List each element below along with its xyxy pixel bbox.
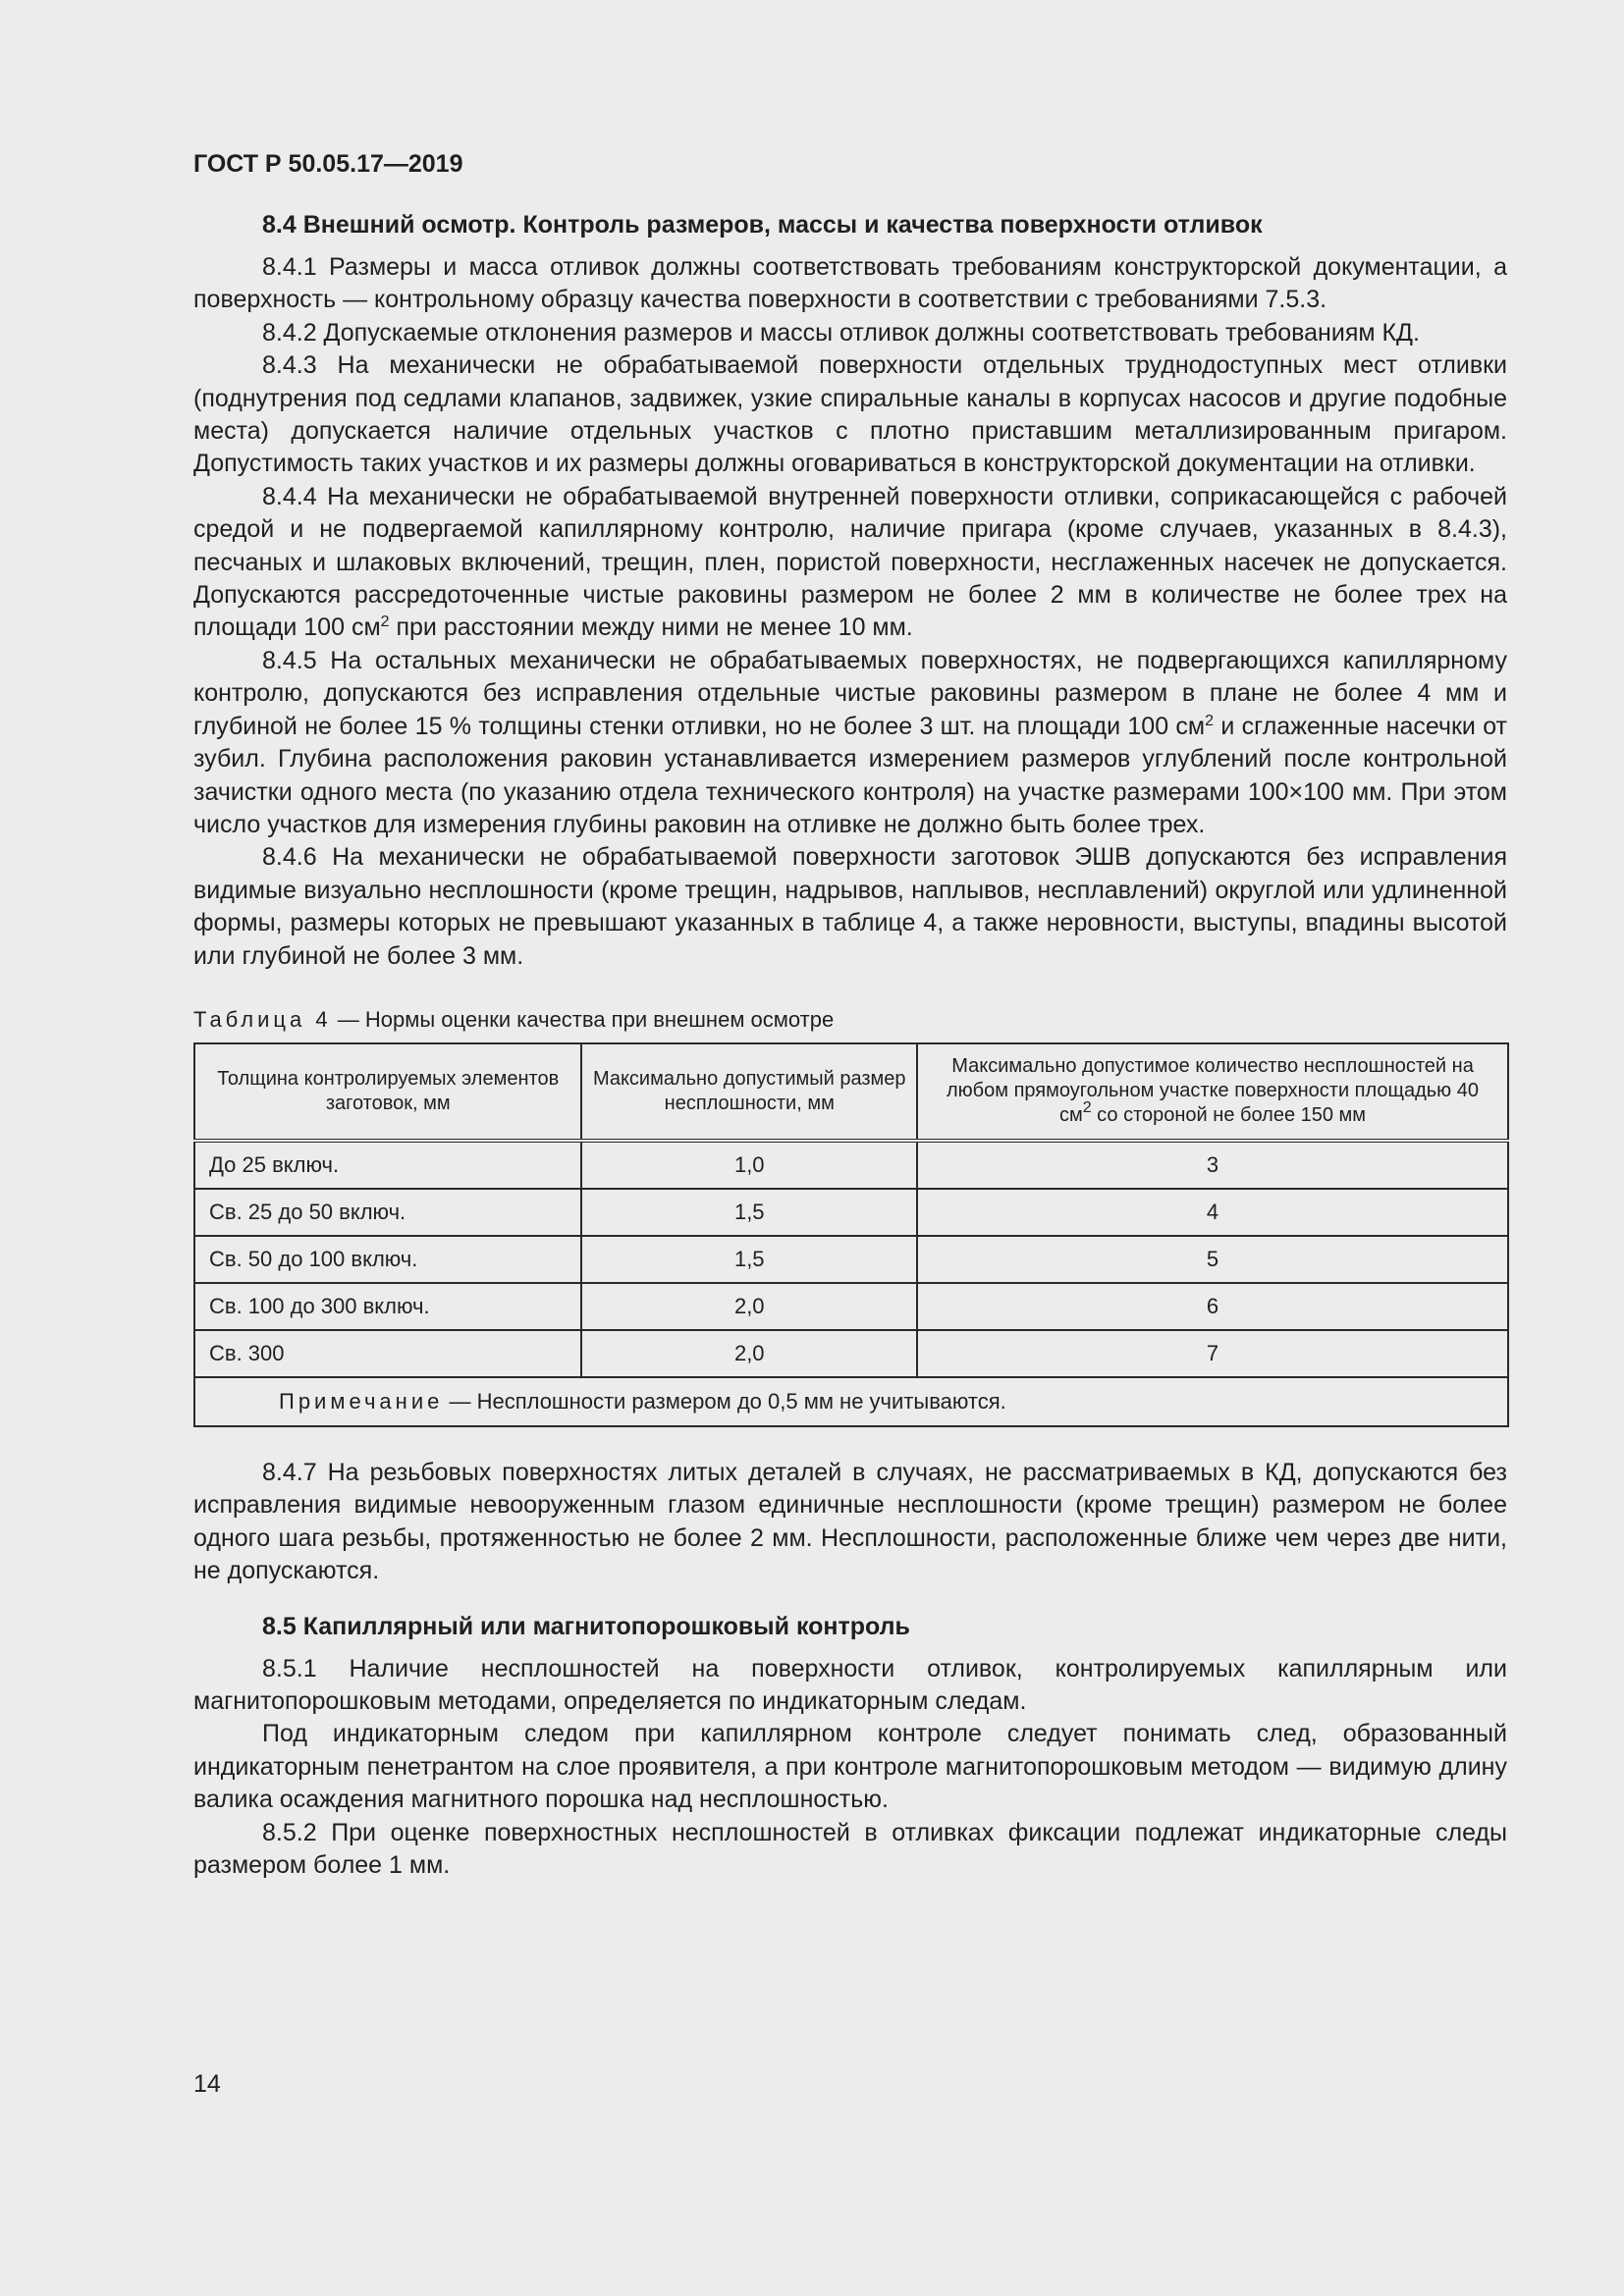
superscript: 2 — [1205, 712, 1215, 729]
paragraph-8-4-4-text-b: при расстоянии между ними не менее 10 мм. — [389, 614, 913, 642]
section-8-5-title: 8.5 Капиллярный или магнитопорошковый контроль — [262, 1612, 910, 1640]
cell-max-count: 3 — [917, 1141, 1508, 1189]
paragraph-8-5-1-indicator: Под индикаторным следом при капиллярном контроле следует понимать след, образованный индикаторным пенетрантом на слое проявителя, а при контроле магнитопорошковым методом — видимую длину валика осаждения магнитного порошка над несплошностью. — [193, 1720, 1507, 1814]
table-row — [194, 1330, 1508, 1377]
table-note-label: Примечание — [279, 1388, 444, 1414]
cell-max-size: 2,0 — [581, 1283, 917, 1330]
document-number: ГОСТ Р 50.05.17—2019 — [193, 150, 463, 178]
superscript: 2 — [380, 614, 390, 631]
superscript: 2 — [1082, 1099, 1092, 1117]
paragraph-8-4-5 — [193, 645, 1507, 841]
paragraph-8-4-7: 8.4.7 На резьбовых поверхностях литых деталей в случаях, не рассматриваемых в КД, допускаются без исправления видимые невооруженным глазом единичные несплошности (кроме трещин) размером не более одного шага резьбы, протяженностью не более 2 мм. Несплошности, расположенные ближе чем через две нити, не допускаются. — [193, 1458, 1507, 1585]
cell-thickness: Св. 25 до 50 включ. — [194, 1189, 581, 1236]
cell-thickness: До 25 включ. — [194, 1141, 581, 1189]
table-note-text: — Несплошности размером до 0,5 мм не учитываются. — [443, 1388, 1006, 1414]
paragraph-8-4-5-text-b: и сглаженные насечки от зубил. Глубина расположения раковин устанавливается измерением размеров углублений после контрольной зачистки одного места (по указанию отдела технического контроля) на участке размерами 100×100 мм. При этом число участков для измерения глубины раковин на отливке не должно быть более трех. — [193, 712, 1507, 838]
table-4-caption — [193, 1005, 1507, 1035]
paragraph-8-4-4 — [193, 481, 1507, 645]
header-thickness: Толщина контролируемых элементов заготовок, мм — [194, 1043, 581, 1141]
header-max-count-text-b: со стороной не более 150 мм — [1091, 1104, 1367, 1127]
cell-max-count: 7 — [917, 1330, 1508, 1377]
paragraph-8-4-2: 8.4.2 Допускаемые отклонения размеров и массы отливок должны соответствовать требованиям КД. — [262, 318, 1420, 347]
cell-max-count: 5 — [917, 1236, 1508, 1283]
table-row — [194, 1236, 1508, 1283]
header-max-count-text-a: Максимально допустимое количество несплошностей на любом прямоугольном участке поверхности площадью 40 см — [947, 1055, 1479, 1127]
cell-max-count: 6 — [917, 1283, 1508, 1330]
table-row — [194, 1189, 1508, 1236]
paragraph-8-5-1: 8.5.1 Наличие несплошностей на поверхности отливок, контролируемых капиллярным или магнитопорошковым методами, определяется по индикаторным следам. — [193, 1654, 1507, 1715]
paragraph-8-4-1: 8.4.1 Размеры и масса отливок должны соответствовать требованиям конструкторской документации, а поверхность — контрольному образцу качества поверхности в соответствии с требованиями 7.5.3. — [193, 253, 1507, 314]
table-row — [194, 1283, 1508, 1330]
header-max-count — [917, 1043, 1508, 1141]
paragraph-8-4-3: 8.4.3 На механически не обрабатываемой поверхности отдельных труднодоступных мест отливки (поднутрения под седлами клапанов, задвижек, узкие спиральные каналы в корпусах насосов и другие подобные места) допускается наличие отдельных участков с плотно приставшим металлизированным пригаром. Допустимость таких участков и их размеры должны оговариваться в конструкторской документации на отливки. — [193, 351, 1507, 478]
table-header-row — [194, 1043, 1508, 1141]
table-4-caption-text: — Нормы оценки качества при внешнем осмотре — [331, 1006, 835, 1032]
table-4 — [193, 1042, 1509, 1427]
header-max-size: Максимально допустимый размер несплошности, мм — [581, 1043, 917, 1141]
section-8-4-title: 8.4 Внешний осмотр. Контроль размеров, массы и качества поверхности отливок — [262, 211, 1263, 239]
cell-max-count: 4 — [917, 1189, 1508, 1236]
cell-max-size: 1,5 — [581, 1189, 917, 1236]
cell-thickness: Св. 50 до 100 включ. — [194, 1236, 581, 1283]
cell-thickness: Св. 300 — [194, 1330, 581, 1377]
cell-max-size: 1,5 — [581, 1236, 917, 1283]
cell-max-size: 1,0 — [581, 1141, 917, 1189]
table-note — [194, 1377, 1508, 1426]
paragraph-8-4-4-text-a: 8.4.4 На механически не обрабатываемой внутренней поверхности отливки, соприкасающейся с рабочей средой и не подвергаемой капиллярному контролю, наличие пригара (кроме случаев, указанных в 8.4.3), песчаных и шлаковых включений, трещин, плен, пористой поверхности, несглаженных насечек не допускается. Допускаются рассредоточенные чистые раковины размером не более 2 мм в количестве не более трех на площади 100 см — [193, 482, 1507, 642]
paragraph-8-4-6: 8.4.6 На механически не обрабатываемой поверхности заготовок ЭШВ допускаются без исправления видимые визуально несплошности (кроме трещин, надрывов, наплывов, несплавлений) округлой или удлиненной формы, размеры которых не превышают указанных в таблице 4, а также неровности, выступы, впадины высотой или глубиной не более 3 мм. — [193, 843, 1507, 970]
cell-max-size: 2,0 — [581, 1330, 917, 1377]
table-row — [194, 1141, 1508, 1189]
paragraph-8-4-5-text-a: 8.4.5 На остальных механически не обрабатываемых поверхностях, не подвергающихся капиллярному контролю, допускаются без исправления отдельные чистые раковины размером в плане не более 4 мм и глубиной не более 15 % толщины стенки отливки, но не более 3 шт. на площади 100 см — [193, 646, 1507, 740]
table-note-row — [194, 1377, 1508, 1426]
page-number: 14 — [193, 2070, 221, 2098]
cell-thickness: Св. 100 до 300 включ. — [194, 1283, 581, 1330]
page-content — [193, 147, 1507, 1882]
paragraph-8-5-2: 8.5.2 При оценке поверхностных несплошностей в отливках фиксации подлежат индикаторные следы размером более 1 мм. — [193, 1818, 1507, 1879]
table-4-caption-label: Таблица 4 — [193, 1006, 332, 1032]
